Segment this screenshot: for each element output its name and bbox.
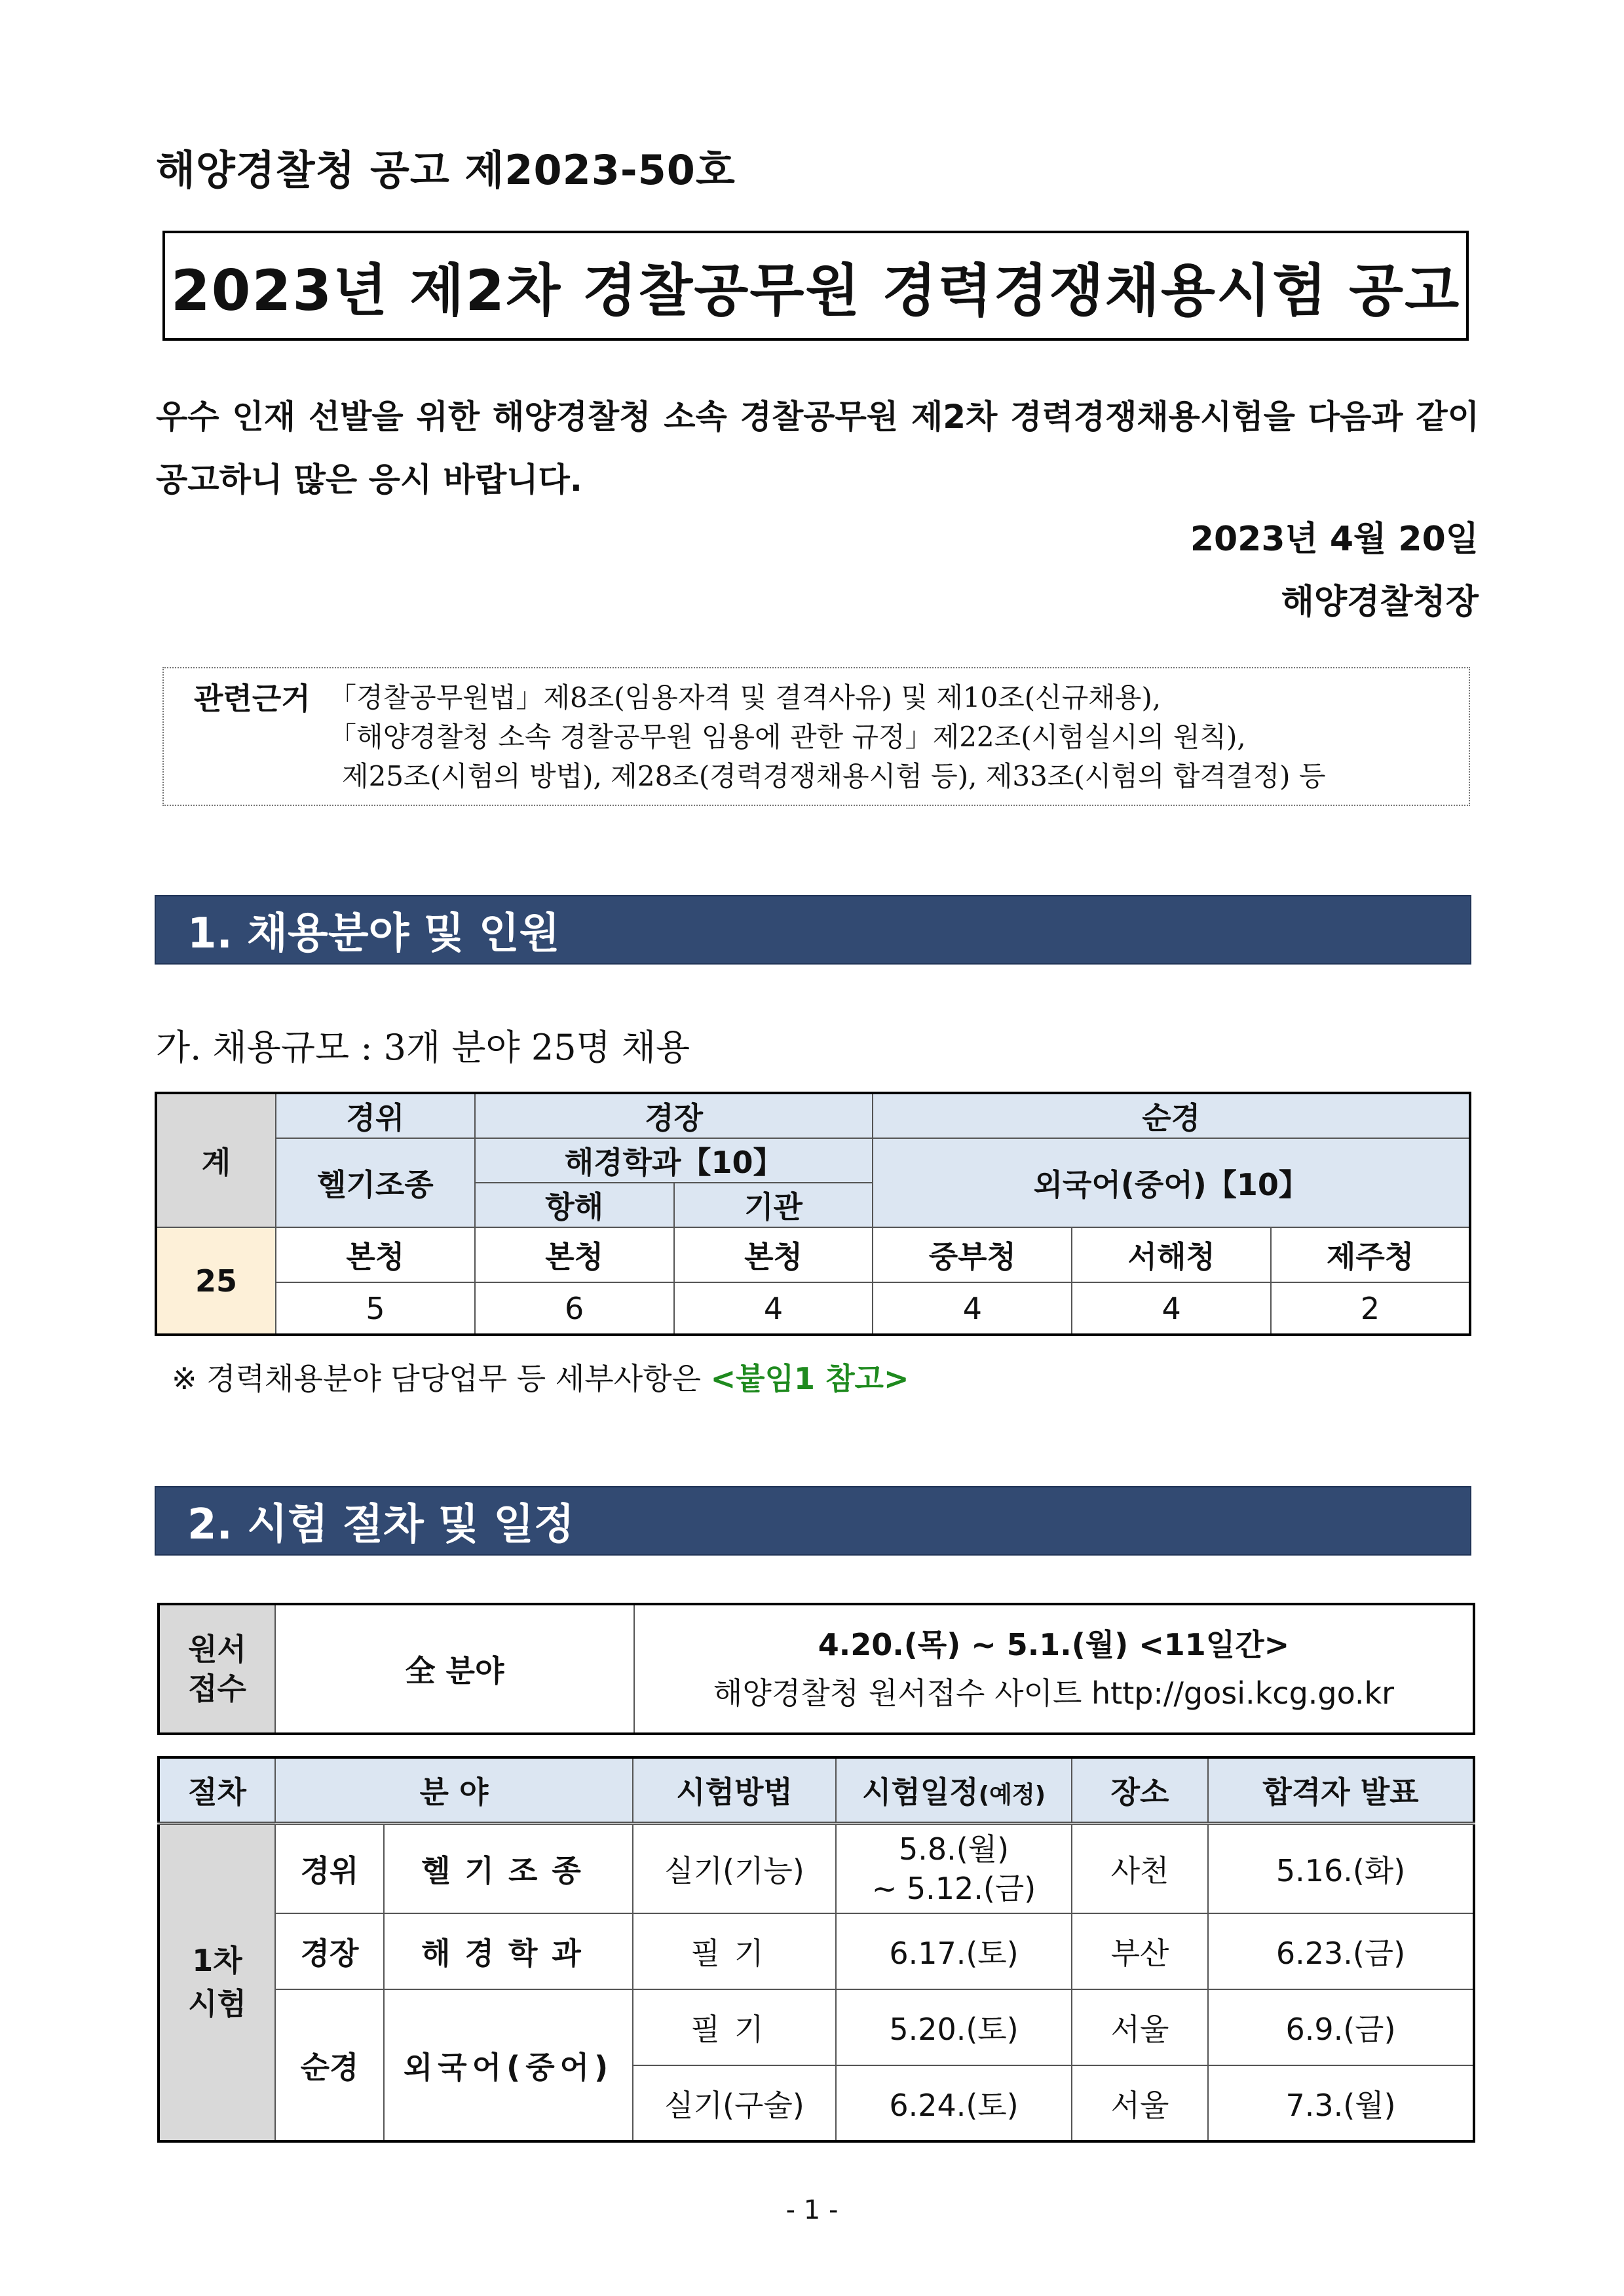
announce-cell: 5.16.(화) [1208, 1823, 1474, 1913]
recruitment-scale: 가. 채용규모 : 3개 분야 25명 채용 [156, 1027, 690, 1068]
announce-cell: 6.9.(금) [1208, 1989, 1474, 2065]
office-header: 중부청 [873, 1227, 1072, 1282]
subfield-header: 기관 [674, 1183, 873, 1227]
date-cell: 5.20.(토) [836, 1989, 1072, 2065]
total-value: 25 [156, 1227, 276, 1335]
count-cell: 4 [873, 1282, 1072, 1335]
total-label: 계 [156, 1093, 276, 1227]
date-cell: 6.24.(토) [836, 2065, 1072, 2141]
field-header: 외국어(중어)【10】 [873, 1138, 1470, 1227]
office-header: 서해청 [1072, 1227, 1271, 1282]
application-label-line: 접수 [188, 1671, 246, 1706]
application-site: 해양경찰청 원서접수 사이트 http://gosi.kcg.go.kr [713, 1675, 1395, 1711]
field-header: 해경학과【10】 [475, 1138, 873, 1183]
application-label-line: 원서 [188, 1632, 246, 1667]
method-cell: 실기(기능) [633, 1823, 836, 1913]
document-title: 2023년 제2차 경찰공무원 경력경쟁채용시험 공고 [170, 258, 1461, 324]
header-place: 장소 [1072, 1757, 1208, 1823]
rank-cell: 경위 [275, 1823, 384, 1913]
legal-basis-line: 제25조(시험의 방법), 제28조(경력경쟁채용시험 등), 제33조(시험의 합격결정) 등 [342, 760, 1326, 792]
page-number: - 1 - [785, 2195, 839, 2225]
recruitment-table [155, 1092, 1471, 1336]
rank-header: 경장 [475, 1093, 873, 1138]
detail-note-text: ※ 경력채용분야 담당업무 등 세부사항은 [172, 1361, 711, 1396]
office-header: 본청 [276, 1227, 475, 1282]
announce-cell: 7.3.(월) [1208, 2065, 1474, 2141]
intro-text: 우수 인재 선발을 위한 해양경찰청 소속 경찰공무원 제2차 경력경쟁채용시험을 다음과 같이 공고하니 많은 응시 바랍니다. [156, 398, 1479, 499]
header-date-text: 시험일정 [861, 1774, 979, 1810]
rank-cell: 순경 [275, 1989, 384, 2141]
field-header: 헬기조종 [276, 1138, 475, 1227]
header-field: 분 야 [275, 1757, 633, 1823]
field-cell: 외국어(중어) [384, 1989, 633, 2141]
header-announce: 합격자 발표 [1208, 1757, 1474, 1823]
rank-header: 순경 [873, 1093, 1470, 1138]
subfield-header: 항해 [475, 1183, 674, 1227]
signer: 해양경찰청장 [1281, 583, 1479, 622]
rank-header: 경위 [276, 1093, 475, 1138]
stage-label-line: 1차 [192, 1943, 242, 1979]
office-header: 본청 [475, 1227, 674, 1282]
count-cell: 4 [1072, 1282, 1271, 1335]
application-label [159, 1604, 275, 1734]
place-cell: 서울 [1072, 2065, 1208, 2141]
section-2-title: 2. 시험 절차 및 일정 [187, 1501, 575, 1549]
application-period: 4.20.(목) ~ 5.1.(월) <11일간> [818, 1627, 1290, 1662]
legal-basis-label: 관련근거 [194, 681, 311, 716]
application-details [634, 1604, 1474, 1734]
date-cell [836, 1823, 1072, 1913]
stage-label-line: 시험 [188, 1986, 246, 2022]
application-field: 全 분야 [275, 1604, 634, 1734]
place-cell: 사천 [1072, 1823, 1208, 1913]
count-cell: 6 [475, 1282, 674, 1335]
method-cell: 필기 [633, 1913, 836, 1989]
section-1-title: 1. 채용분야 및 인원 [187, 909, 560, 958]
legal-basis-line: 「경찰공무원법」제8조(임용자격 및 결격사유) 및 제10조(신규채용), [329, 681, 1161, 714]
notice-number: 해양경찰청 공고 제2023-50호 [156, 146, 736, 194]
count-cell: 2 [1271, 1282, 1470, 1335]
field-cell: 헬기조종 [384, 1823, 633, 1913]
count-cell: 4 [674, 1282, 873, 1335]
date-line: 5.8.(월) [898, 1831, 1010, 1867]
date-cell: 6.17.(토) [836, 1913, 1072, 1989]
header-step: 절차 [159, 1757, 275, 1823]
header-date [836, 1757, 1072, 1823]
count-cell: 5 [276, 1282, 475, 1335]
method-cell: 필기 [633, 1989, 836, 2065]
detail-note [172, 1355, 909, 1398]
date-line: ~ 5.12.(금) [871, 1870, 1036, 1906]
attachment-reference: <붙임1 참고> [710, 1361, 909, 1396]
field-cell: 해경학과 [384, 1913, 633, 1989]
header-method: 시험방법 [633, 1757, 836, 1823]
section-2-heading [155, 1486, 1471, 1556]
stage-label [159, 1823, 275, 2141]
header-date-note: (예정) [978, 1781, 1046, 1808]
announcement-date: 2023년 4월 20일 [1190, 520, 1479, 559]
section-1-heading [155, 895, 1471, 965]
rank-cell: 경장 [275, 1913, 384, 1989]
place-cell: 부산 [1072, 1913, 1208, 1989]
application-table [157, 1603, 1475, 1735]
legal-basis-line: 「해양경찰청 소속 경찰공무원 임용에 관한 규정」제22조(시험실시의 원칙), [329, 721, 1246, 753]
office-header: 본청 [674, 1227, 873, 1282]
office-header: 제주청 [1271, 1227, 1470, 1282]
method-cell: 실기(구술) [633, 2065, 836, 2141]
title-box [162, 231, 1469, 341]
schedule-table [157, 1756, 1475, 2143]
announce-cell: 6.23.(금) [1208, 1913, 1474, 1989]
place-cell: 서울 [1072, 1989, 1208, 2065]
